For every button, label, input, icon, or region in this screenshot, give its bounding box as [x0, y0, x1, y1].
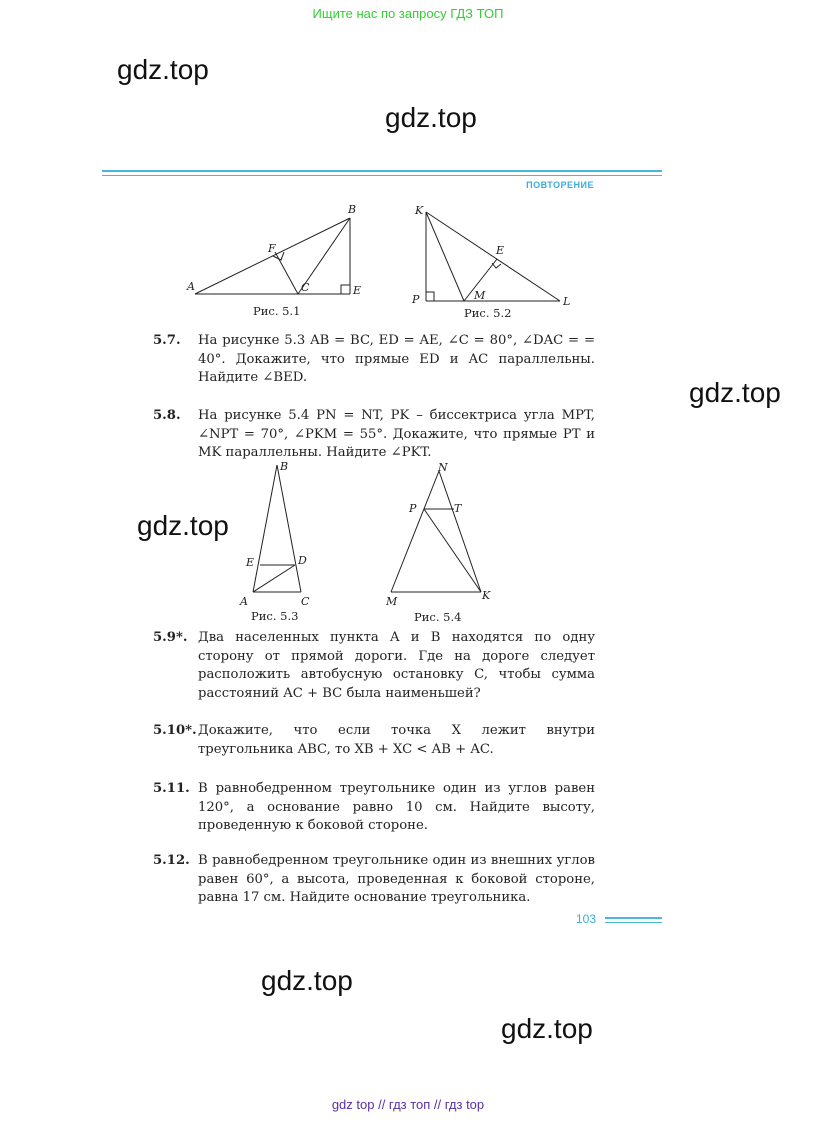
label-B: B [348, 203, 357, 216]
watermark: gdz.top [501, 1013, 593, 1044]
problem-text: На рисунке 5.4 PN = NT, PK – биссектриса угла MPT, ∠NPT = 70°, ∠PKM = 55°. Докажите, что прямые PT и MK параллельны. Найдите ∠PKT. [198, 408, 595, 460]
figures-row-1 [0, 195, 816, 325]
problem-text: На рисунке 5.3 AB = BC, ED = AE, ∠C = 80°, ∠DAC = = 40°. Докажите, что прямые ED и AC параллельны. Найдите ∠BED. [198, 333, 595, 385]
watermark: gdz.top [261, 965, 353, 996]
footer-links[interactable]: gdz top // гдз топ // гдз top [331, 1097, 485, 1112]
label-T: T [454, 502, 462, 515]
label-E: E [353, 284, 362, 297]
top-search-link[interactable]: Ищите нас по запросу ГДЗ ТОП [312, 6, 504, 21]
label-P: P [412, 293, 420, 306]
figure-caption: Рис. 5.1 [253, 304, 301, 318]
figure-5-2 [426, 212, 560, 301]
watermark: gdz.top [117, 54, 209, 85]
watermark: gdz.top [137, 510, 229, 541]
problem-5-11 [153, 780, 595, 836]
page-number: 103 [575, 912, 596, 926]
label-A: A [240, 595, 248, 608]
footer-rule [605, 922, 662, 923]
figure-caption: Рис. 5.4 [414, 610, 462, 624]
figure-5-4 [391, 471, 481, 592]
label-D: D [298, 554, 307, 567]
problem-5-12 [153, 852, 595, 908]
label-P: P [409, 502, 417, 515]
label-C: C [301, 281, 310, 294]
problem-text: Два населенных пункта A и B находятся по одну сторону от прямой дороги. Где на дороге следует расположить автобусную остановку C, чтобы сумма расстояний AC + BC была наименьшей? [198, 630, 595, 701]
problem-number: 5.8. [153, 408, 181, 423]
figure-caption: Рис. 5.3 [251, 609, 299, 623]
figure-5-1 [195, 218, 350, 294]
problem-text: В равнобедренном треугольнике один из внешних углов равен 60°, а высота, проведенная к боковой стороне, равна 17 см. Найдите основание треугольника. [198, 853, 595, 905]
problem-number: 5.9*. [153, 630, 188, 645]
problem-5-8 [153, 407, 595, 463]
label-L: L [563, 295, 571, 308]
watermark: gdz.top [385, 102, 477, 133]
label-E: E [496, 244, 505, 257]
problem-text: В равнобедренном треугольнике один из углов равен 120°, а основание равно 10 см. Найдите высоту, проведенную к боковой стороне. [198, 781, 595, 833]
label-C: C [301, 595, 310, 608]
header-rule [102, 170, 662, 172]
problem-number: 5.12. [153, 853, 190, 868]
figures-row-2 [0, 458, 816, 628]
problem-5-10 [153, 722, 595, 759]
label-E: E [246, 556, 255, 569]
label-K: K [482, 589, 491, 602]
label-F: F [268, 242, 276, 255]
figure-caption: Рис. 5.2 [464, 306, 512, 320]
label-N: N [438, 461, 448, 474]
problem-number: 5.10*. [153, 723, 197, 738]
problem-5-7 [153, 332, 595, 388]
label-M: M [474, 289, 486, 302]
problem-number: 5.7. [153, 333, 181, 348]
problem-text: Докажите, что если точка X лежит внутри треугольника ABC, то XB + XC < AB + AC. [198, 723, 595, 757]
footer-rule [605, 917, 662, 919]
label-A: A [187, 280, 195, 293]
section-title: ПОВТОРЕНИЕ [526, 180, 594, 190]
label-B: B [280, 460, 289, 473]
problem-5-9 [153, 629, 595, 703]
label-M: M [386, 595, 398, 608]
header-rule [102, 175, 662, 176]
problem-number: 5.11. [153, 781, 190, 796]
figure-5-3 [253, 465, 301, 592]
watermark: gdz.top [689, 377, 781, 408]
label-K: K [415, 204, 424, 217]
